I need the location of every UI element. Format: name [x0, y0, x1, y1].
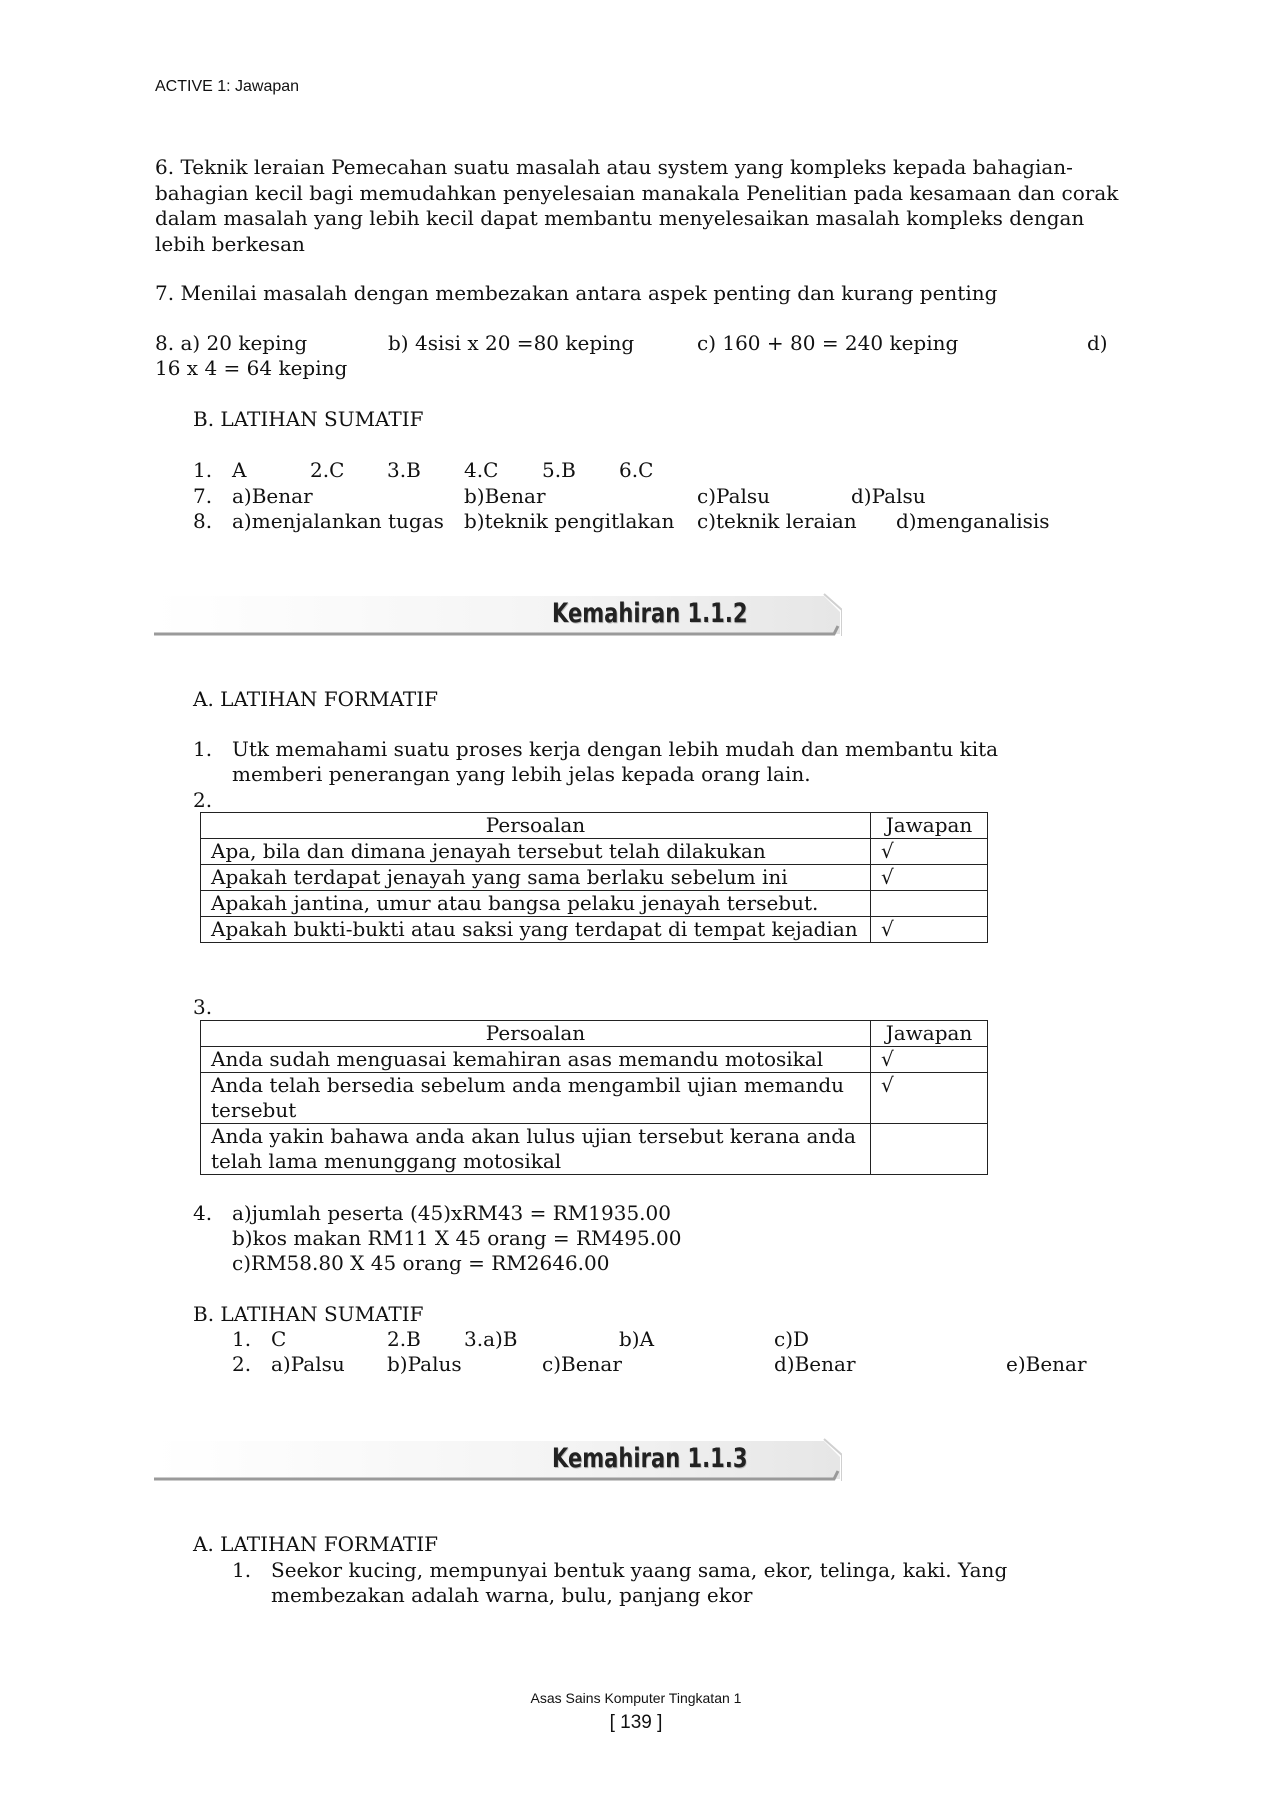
sumatif-row1-item: 4.C [464, 458, 499, 482]
section-banner-1-1-3 [152, 1435, 842, 1485]
table-cell: Anda sudah menguasai kemahiran asas memandu motosikal [201, 1047, 871, 1073]
sumatif-row2-num: 7. [193, 484, 213, 508]
sumatif-row3-item: c)teknik leraian [697, 509, 857, 533]
banner-title: Kemahiran 1.1.3 [552, 1443, 748, 1474]
sumatif-row1-item: 5.B [542, 458, 576, 482]
sumatif-row2-item: e)Benar [1006, 1352, 1087, 1376]
sumatif-row1-num: 1. [232, 1327, 252, 1351]
table-cell: Apa, bila dan dimana jenayah tersebut telah dilakukan [201, 839, 871, 865]
sumatif-row3-item: a)menjalankan tugas [232, 509, 444, 533]
answer-line: a)jumlah peserta (45)xRM43 = RM1935.00 [232, 1201, 671, 1225]
check-mark: √ [871, 917, 988, 943]
column-header: Jawapan [871, 1021, 988, 1047]
table-row [201, 839, 988, 865]
table-persoalan-3 [200, 1020, 988, 1175]
column-header: Persoalan [201, 813, 871, 839]
sumatif-row1-item: b)A [619, 1327, 655, 1351]
sumatif-row2-item: b)Benar [464, 484, 546, 508]
footer-book-title: Asas Sains Komputer Tingkatan 1 [530, 1690, 742, 1706]
page-header: ACTIVE 1: Jawapan [155, 78, 300, 95]
answer-8a: 8. a) 20 keping [155, 331, 308, 355]
table-header-row [201, 813, 988, 839]
answer-line: membezakan adalah warna, bulu, panjang ekor [271, 1583, 753, 1607]
answer-8d-label: d) [1087, 331, 1108, 355]
sumatif-heading-2: B. LATIHAN SUMATIF [193, 1302, 424, 1326]
sumatif-row1-item: 3.a)B [464, 1327, 518, 1351]
sumatif-row2-item: a)Benar [232, 484, 313, 508]
answer-8c: c) 160 + 80 = 240 keping [697, 331, 959, 355]
sumatif-row1-item: 2.C [310, 458, 345, 482]
question-number: 1. [193, 737, 213, 761]
sumatif-row1-item: 2.B [387, 1327, 421, 1351]
sumatif-row1-item: c)D [774, 1327, 810, 1351]
check-mark: √ [871, 865, 988, 891]
answer-line: memberi penerangan yang lebih jelas kepada orang lain. [232, 762, 811, 786]
question-number: 3. [193, 995, 213, 1019]
sumatif-row1-num: 1. [193, 458, 213, 482]
table-cell: Anda telah bersedia sebelum anda mengambil ujian memandu tersebut [201, 1073, 871, 1124]
table-row [201, 1124, 988, 1175]
answer-8b: b) 4sisi x 20 =80 keping [388, 331, 635, 355]
answer-line: c)RM58.80 X 45 orang = RM2646.00 [232, 1251, 610, 1275]
check-mark: √ [871, 839, 988, 865]
table-cell: Anda yakin bahawa anda akan lulus ujian tersebut kerana anda telah lama menunggang motosikal [201, 1124, 871, 1175]
sumatif-row1-item: A [232, 458, 247, 482]
question-number: 4. [193, 1201, 213, 1225]
table-cell: Apakah terdapat jenayah yang sama berlaku sebelum ini [201, 865, 871, 891]
banner-title: Kemahiran 1.1.2 [552, 598, 748, 629]
answer-line: Seekor kucing, mempunyai bentuk yaang sama, ekor, telinga, kaki. Yang [271, 1558, 1008, 1582]
table-persoalan-2 [200, 812, 988, 943]
formatif-heading-3: A. LATIHAN FORMATIF [193, 1532, 439, 1556]
answer-line: b)kos makan RM11 X 45 orang = RM495.00 [232, 1226, 682, 1250]
sumatif-row2-num: 2. [232, 1352, 252, 1376]
sumatif-row2-item: d)Palsu [851, 484, 926, 508]
formatif-heading-2: A. LATIHAN FORMATIF [193, 687, 439, 711]
check-mark: √ [871, 1047, 988, 1073]
table-row [201, 1073, 988, 1124]
answer-6: 6. Teknik leraian Pemecahan suatu masalah atau system yang kompleks kepada bahagian-bahagian kecil bagi memudahkan penyelesaian manakala Penelitian pada kesamaan dan corak dalam masalah yang lebih kecil dapat membantu menyelesaikan masalah kompleks dengan lebih berkesan [155, 155, 1119, 256]
table-header-row [201, 1021, 988, 1047]
table-cell: Apakah jantina, umur atau bangsa pelaku jenayah tersebut. [201, 891, 871, 917]
sumatif-row1-item: 3.B [387, 458, 421, 482]
table-cell: Apakah bukti-bukti atau saksi yang terdapat di tempat kejadian [201, 917, 871, 943]
page-number: [ 139 ] [609, 1712, 663, 1733]
column-header: Jawapan [871, 813, 988, 839]
sumatif-row1-item: 6.C [619, 458, 654, 482]
sumatif-row2-item: c)Benar [542, 1352, 622, 1376]
question-number: 1. [232, 1558, 252, 1582]
sumatif-row1-item: C [271, 1327, 287, 1351]
answer-8d-value: 16 x 4 = 64 keping [155, 356, 348, 380]
sumatif-row2-item: c)Palsu [697, 484, 771, 508]
table-row [201, 1047, 988, 1073]
sumatif-row2-item: d)Benar [774, 1352, 856, 1376]
table-row [201, 865, 988, 891]
question-number: 2. [193, 788, 213, 812]
check-mark [871, 891, 988, 917]
column-header: Persoalan [201, 1021, 871, 1047]
sumatif-row3-item: b)teknik pengitlakan [464, 509, 675, 533]
answer-line: Utk memahami suatu proses kerja dengan lebih mudah dan membantu kita [232, 737, 999, 761]
sumatif-row2-item: a)Palsu [271, 1352, 345, 1376]
table-row [201, 917, 988, 943]
sumatif-heading-1: B. LATIHAN SUMATIF [193, 407, 424, 431]
table-row [201, 891, 988, 917]
answer-7: 7. Menilai masalah dengan membezakan antara aspek penting dan kurang penting [155, 281, 998, 305]
check-mark: √ [871, 1073, 988, 1124]
sumatif-row3-num: 8. [193, 509, 213, 533]
sumatif-row3-item: d)menganalisis [896, 509, 1050, 533]
check-mark [871, 1124, 988, 1175]
section-banner-1-1-2 [152, 590, 842, 640]
sumatif-row2-item: b)Palus [387, 1352, 462, 1376]
